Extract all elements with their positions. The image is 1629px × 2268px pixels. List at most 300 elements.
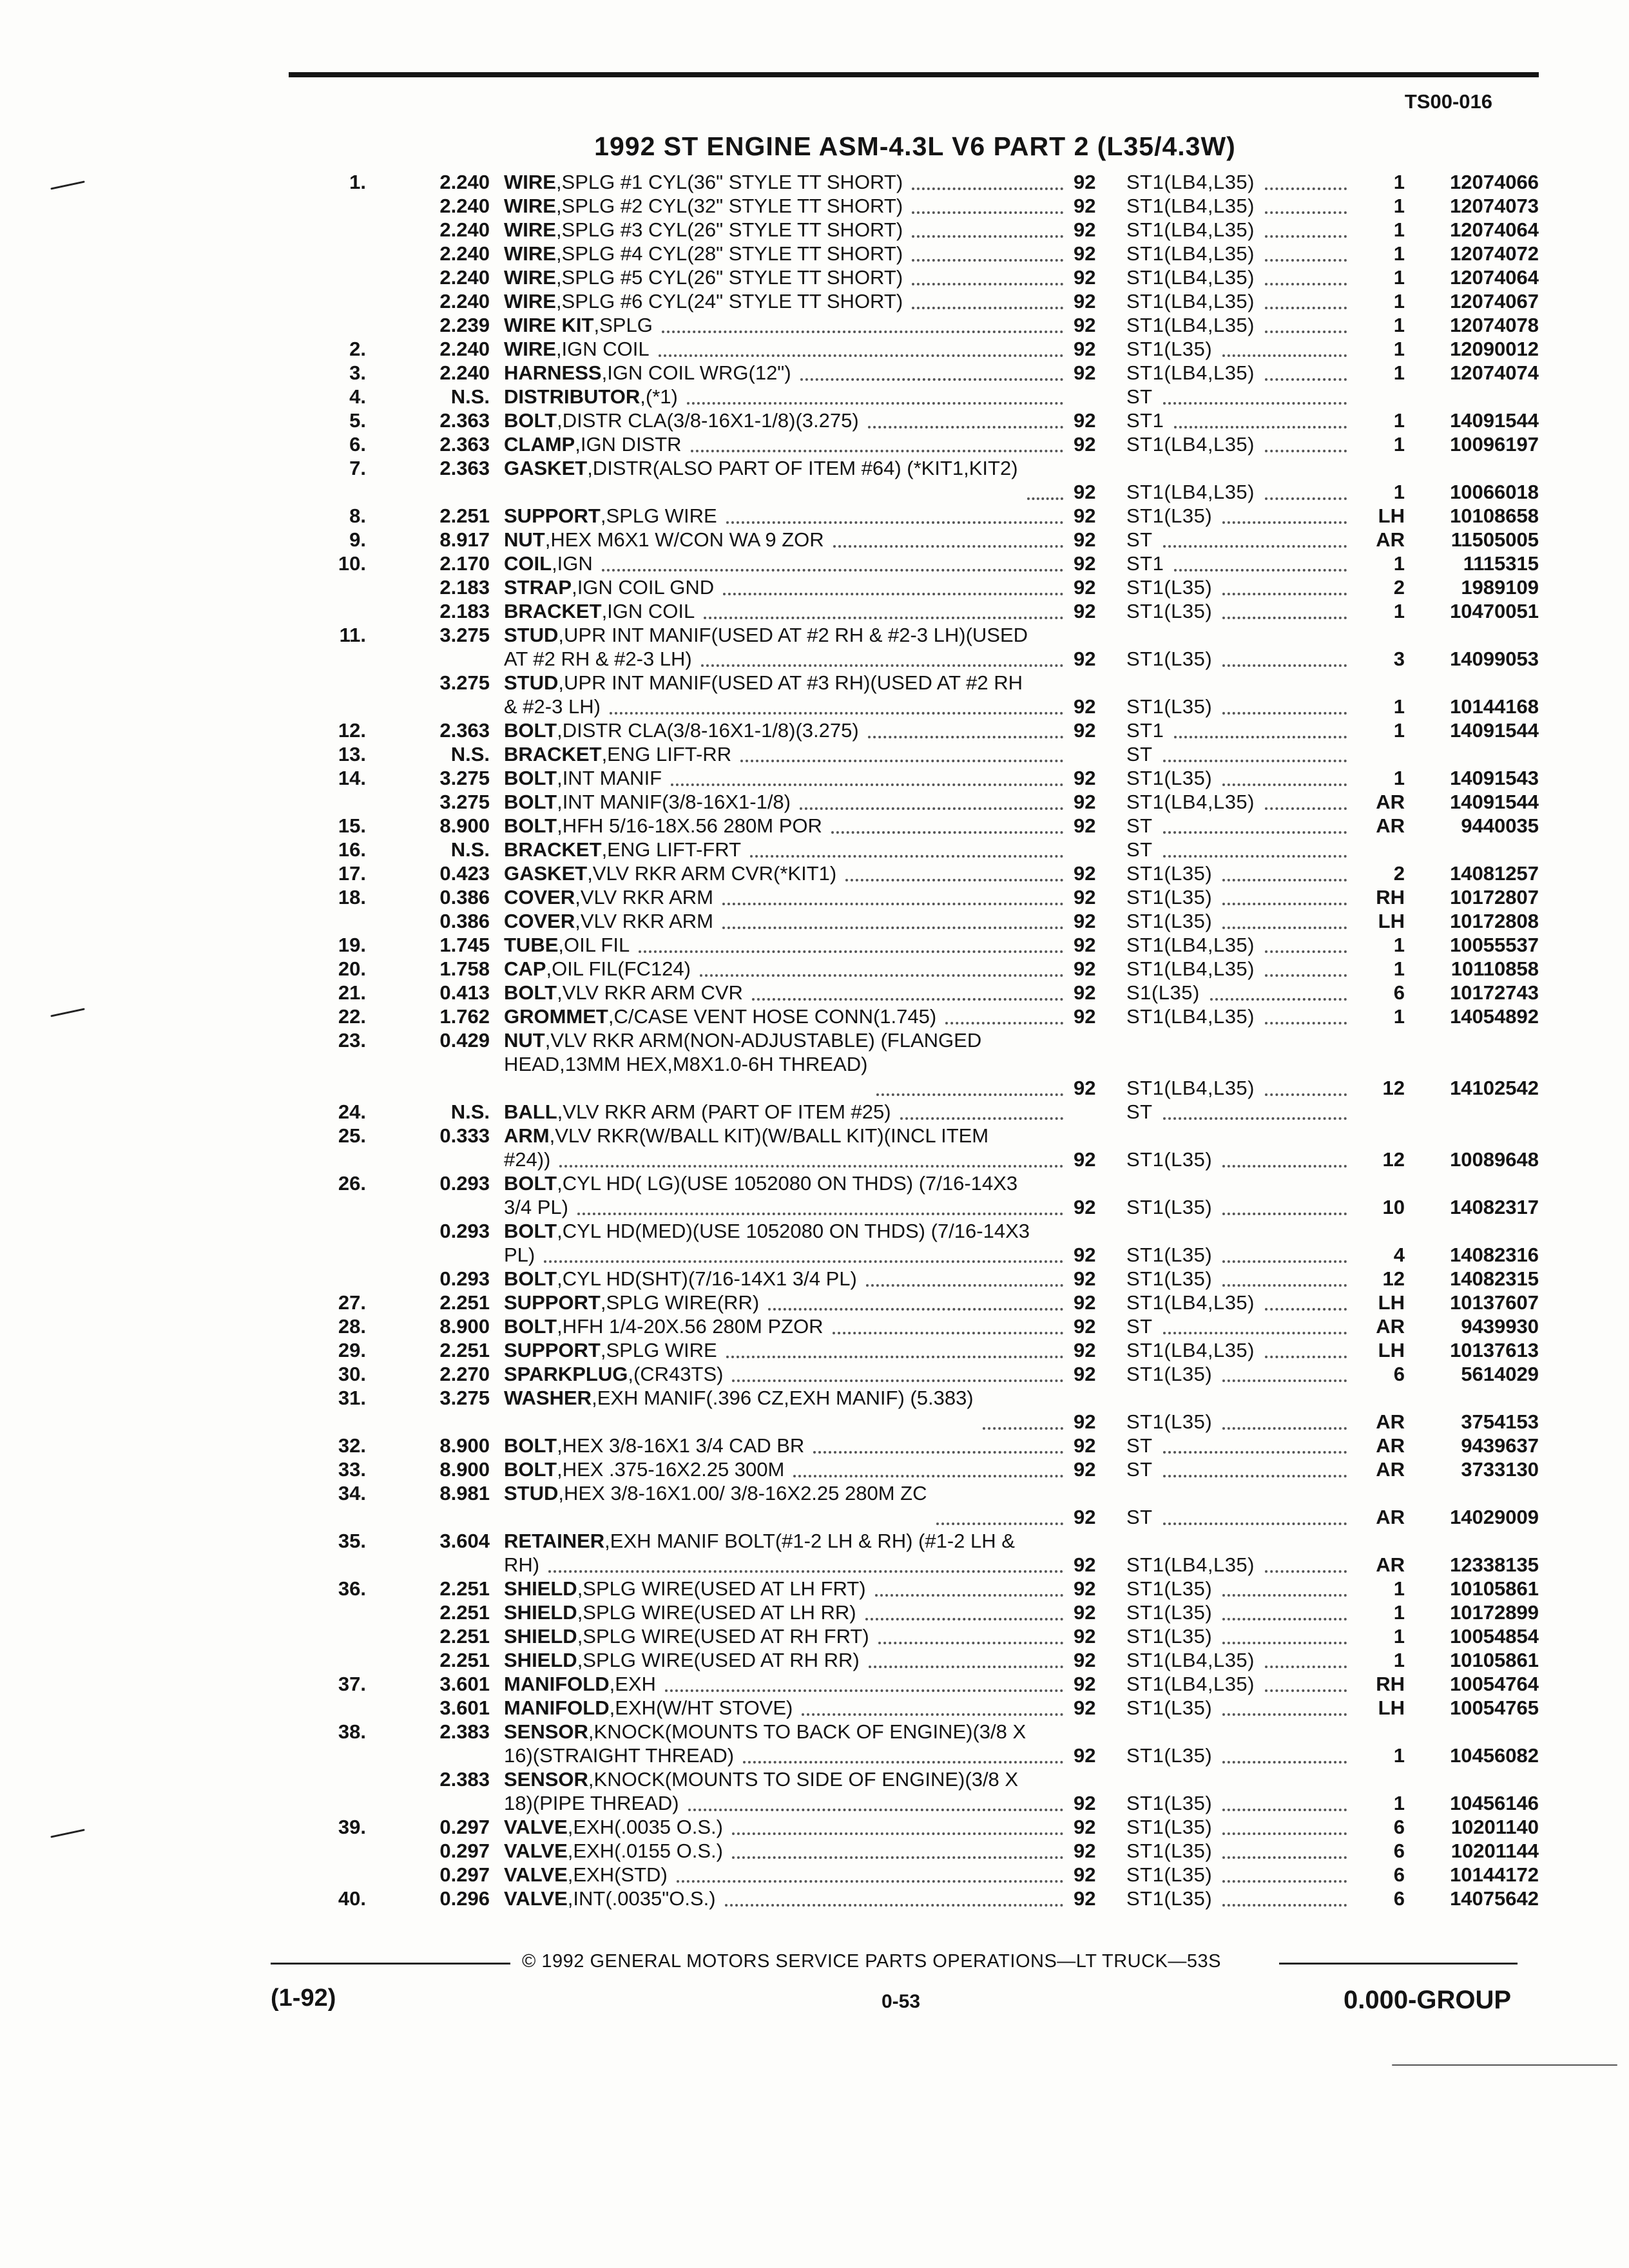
part-detail: ,VLV RKR ARM [575, 886, 714, 908]
item-number: 16. [338, 838, 366, 861]
leader-dots [912, 283, 1063, 285]
part-number: 9439637 [1461, 1434, 1539, 1457]
group-number: 8.900 [439, 1434, 490, 1457]
part-name: VALVE [504, 1816, 568, 1838]
table-row [0, 1863, 1629, 1887]
table-row [0, 1004, 1629, 1028]
part-number: 12074073 [1450, 195, 1539, 217]
model-year: 92 [1074, 1005, 1096, 1028]
part-detail: ,CYL HD(MED)(USE 1052080 ON THDS) (7/16-14X3 PL) [504, 1220, 1030, 1266]
model-year: 92 [1074, 981, 1096, 1004]
model-year: 92 [1074, 1410, 1096, 1433]
part-name: BOLT [504, 1315, 557, 1338]
model-year: 92 [1074, 1267, 1096, 1290]
model-year: 92 [1074, 1673, 1096, 1695]
table-row [0, 218, 1629, 242]
part-description [504, 194, 1032, 218]
quantity: AR [1376, 1458, 1405, 1481]
item-number: 25. [338, 1124, 366, 1147]
part-detail: ,EXH [609, 1673, 656, 1695]
item-number: 6. [349, 433, 366, 456]
model-code: ST1(L35) [1126, 910, 1213, 932]
model-year: 92 [1074, 648, 1096, 670]
part-detail: ,VLV RKR ARM CVR [557, 981, 743, 1004]
part-name: SHIELD [504, 1625, 577, 1648]
item-number: 20. [338, 957, 366, 980]
quantity: 1 [1393, 338, 1405, 360]
part-description [504, 1696, 1032, 1720]
leader-dots [1222, 903, 1347, 905]
quantity: 1 [1393, 171, 1405, 193]
model-year: 92 [1074, 338, 1096, 360]
group-number: 2.383 [439, 1768, 490, 1791]
item-number: 37. [338, 1673, 366, 1695]
leader-dots [1265, 1570, 1347, 1573]
part-description [504, 957, 1032, 981]
part-detail: ,(CR43TS) [628, 1363, 724, 1385]
group-number: 2.363 [439, 719, 490, 742]
quantity: 12 [1382, 1148, 1405, 1171]
model-year: 92 [1074, 1244, 1096, 1266]
model-year: 92 [1074, 290, 1096, 312]
part-detail: ,EXH(W/HT STOVE) [609, 1696, 793, 1719]
model-code: ST [1126, 1434, 1153, 1457]
quantity: 1 [1393, 1005, 1405, 1028]
footer-page-number: 0-53 [882, 1991, 921, 2012]
part-name: COIL [504, 552, 552, 575]
leader-dots [732, 1856, 1063, 1859]
quantity: AR [1376, 791, 1405, 813]
part-detail: ,DISTR(ALSO PART OF ITEM #64) (*KIT1,KIT2) [587, 457, 1018, 479]
model-year: 92 [1074, 576, 1096, 599]
part-description [504, 1624, 1032, 1648]
part-number: 10172808 [1450, 910, 1539, 932]
leader-dots [1265, 283, 1347, 285]
part-description [504, 337, 1032, 361]
part-description [504, 885, 1032, 909]
table-row [0, 1338, 1629, 1362]
quantity: AR [1376, 1410, 1405, 1433]
group-number: 2.240 [439, 242, 490, 265]
table-row [0, 1529, 1629, 1577]
group-number: 2.251 [439, 1577, 490, 1600]
part-detail: ,SPLG WIRE(RR) [600, 1291, 760, 1314]
model-code: ST1(LB4,L35) [1126, 1649, 1255, 1671]
table-row [0, 838, 1629, 861]
table-row [0, 194, 1629, 218]
leader-dots [1222, 1713, 1347, 1716]
table-row [0, 408, 1629, 432]
part-description [504, 289, 1032, 313]
part-detail: ,INT MANIF(3/8-16X1-1/8) [557, 791, 791, 813]
part-number: 9440035 [1461, 814, 1539, 837]
leader-dots [1222, 1856, 1347, 1859]
model-code: ST1(LB4,L35) [1126, 171, 1255, 193]
part-name: GROMMET [504, 1005, 608, 1028]
leader-dots [1222, 1809, 1347, 1811]
part-number: 14082315 [1450, 1267, 1539, 1290]
group-number: 1.758 [439, 957, 490, 980]
model-year: 92 [1074, 528, 1096, 551]
leader-dots [1163, 760, 1347, 762]
part-description [504, 1481, 1032, 1505]
part-number: 14091544 [1450, 791, 1539, 813]
leader-dots [743, 1761, 1063, 1763]
part-detail: ,UPR INT MANIF(USED AT #2 RH & #2-3 LH)(USED AT #2 RH & #2-3 LH) [504, 624, 1028, 670]
model-code: ST1(L35) [1126, 1363, 1213, 1385]
quantity: 1 [1393, 600, 1405, 622]
item-number: 19. [338, 934, 366, 956]
quantity: AR [1376, 528, 1405, 551]
item-number: 22. [338, 1005, 366, 1028]
leader-dots [1163, 402, 1347, 405]
table-row [0, 861, 1629, 885]
group-number: 2.251 [439, 505, 490, 527]
quantity: 1 [1393, 266, 1405, 289]
model-year: 92 [1074, 1148, 1096, 1171]
item-number: 11. [339, 624, 366, 646]
part-description [504, 313, 1032, 337]
part-detail: ,SPLG #5 CYL(26" STYLE TT SHORT) [555, 266, 903, 289]
part-description [504, 1338, 1032, 1362]
table-row [0, 1386, 1629, 1434]
part-number: 12074064 [1450, 218, 1539, 241]
part-name: SUPPORT [504, 505, 601, 527]
top-rule [289, 72, 1539, 77]
quantity: 2 [1393, 576, 1405, 599]
footer-rule-left [271, 1963, 510, 1965]
model-code: ST [1126, 1458, 1153, 1481]
part-number: 10105861 [1450, 1649, 1539, 1671]
part-detail: ,VLV RKR ARM (PART OF ITEM #25) [557, 1100, 891, 1123]
model-code: ST1(LB4,L35) [1126, 481, 1255, 503]
part-detail: ,EXH(.0155 O.S.) [567, 1840, 723, 1862]
item-number: 23. [338, 1029, 366, 1052]
part-name: VALVE [504, 1840, 568, 1862]
part-detail: ,EXH(STD) [567, 1863, 668, 1886]
leader-dots [1265, 259, 1347, 262]
group-number: 2.383 [439, 1720, 490, 1743]
part-description [504, 552, 1032, 575]
quantity: LH [1378, 910, 1405, 932]
part-number: 12338135 [1450, 1553, 1539, 1576]
part-name: STRAP [504, 576, 572, 599]
part-name: BOLT [504, 1220, 557, 1242]
part-detail: ,SPLG WIRE [600, 1339, 717, 1361]
part-name: BOLT [504, 981, 557, 1004]
part-name: BOLT [504, 1172, 557, 1195]
quantity: 6 [1393, 1863, 1405, 1886]
leader-dots [1174, 426, 1347, 428]
model-year: 92 [1074, 1506, 1096, 1528]
footer-rule-right [1279, 1963, 1518, 1965]
leader-dots [936, 1523, 1064, 1525]
group-number: 3.275 [439, 671, 490, 694]
part-number: 14082316 [1450, 1244, 1539, 1266]
leader-dots [1222, 1260, 1347, 1263]
part-description [504, 1648, 1032, 1672]
quantity: 4 [1393, 1244, 1405, 1266]
model-code: ST1(LB4,L35) [1126, 433, 1255, 456]
group-number: 8.917 [439, 528, 490, 551]
group-number: 2.363 [439, 433, 490, 456]
model-code: ST [1126, 1315, 1153, 1338]
table-row [0, 623, 1629, 671]
table-row [0, 599, 1629, 623]
part-description [504, 361, 1032, 385]
model-year: 92 [1074, 1339, 1096, 1361]
model-year: 92 [1074, 1577, 1096, 1600]
leader-dots [671, 783, 1063, 786]
table-row [0, 528, 1629, 552]
model-year: 92 [1074, 1816, 1096, 1838]
part-name: WIRE [504, 171, 556, 193]
part-description [504, 1815, 1032, 1839]
table-row [0, 242, 1629, 265]
model-year: 92 [1074, 814, 1096, 837]
item-number: 24. [338, 1100, 366, 1123]
leader-dots [900, 1117, 1063, 1120]
table-row [0, 885, 1629, 909]
table-row [0, 170, 1629, 194]
part-number: 10172807 [1450, 886, 1539, 908]
part-description [504, 1600, 1032, 1624]
group-number: 0.296 [439, 1887, 490, 1910]
part-description [504, 1004, 1032, 1028]
leader-dots [700, 974, 1063, 977]
model-year: 92 [1074, 957, 1096, 980]
leader-dots [1222, 712, 1347, 715]
group-number: 1.762 [439, 1005, 490, 1028]
part-detail: ,SPLG WIRE [600, 505, 717, 527]
part-detail: ,CYL HD( LG)(USE 1052080 ON THDS) (7/16-14X3 3/4 PL) [504, 1172, 1018, 1218]
leader-dots [1265, 331, 1347, 333]
document-code: TS00-016 [1404, 90, 1492, 113]
part-name: SUPPORT [504, 1339, 601, 1361]
model-code: ST1 [1126, 552, 1164, 575]
leader-dots [1163, 1332, 1347, 1334]
table-row [0, 552, 1629, 575]
model-code: ST1(LB4,L35) [1126, 242, 1255, 265]
quantity: 1 [1393, 1625, 1405, 1648]
quantity: AR [1376, 1315, 1405, 1338]
part-description [504, 385, 1032, 408]
item-number: 31. [338, 1387, 366, 1409]
part-name: RETAINER [504, 1530, 605, 1552]
part-description [504, 742, 1032, 766]
group-number: 2.240 [439, 290, 490, 312]
quantity: LH [1378, 1339, 1405, 1361]
table-row [0, 1600, 1629, 1624]
part-number: 10201140 [1451, 1816, 1539, 1838]
model-code: ST1(L35) [1126, 1816, 1213, 1838]
part-number: 11505005 [1451, 528, 1539, 551]
table-row [0, 1577, 1629, 1600]
part-name: DISTRIBUTOR [504, 385, 641, 408]
part-detail: ,HFH 1/4-20X.56 280M PZOR [557, 1315, 824, 1338]
part-number: 12074067 [1450, 290, 1539, 312]
part-description [504, 814, 1032, 838]
leader-dots [876, 1093, 1063, 1096]
group-number: N.S. [450, 385, 490, 408]
part-detail: ,SPLG WIRE(USED AT LH RR) [577, 1601, 856, 1624]
table-row [0, 790, 1629, 814]
model-code: S1(L35) [1126, 981, 1200, 1004]
table-row [0, 1624, 1629, 1648]
group-number: 2.240 [439, 171, 490, 193]
part-name: WASHER [504, 1387, 592, 1409]
leader-dots [1222, 927, 1347, 929]
part-detail: ,VLV RKR ARM(NON-ADJUSTABLE) (FLANGED HEAD,13MM HEX,M8X1.0-6H THREAD) [504, 1029, 982, 1075]
footer-revision: (1-92) [271, 1984, 336, 2012]
part-description [504, 1386, 1032, 1410]
leader-dots [865, 1618, 1063, 1620]
table-row [0, 1720, 1629, 1767]
group-number: 0.297 [439, 1840, 490, 1862]
table-row [0, 909, 1629, 933]
part-description [504, 1291, 1032, 1314]
part-description [504, 575, 1032, 599]
model-year: 92 [1074, 1553, 1096, 1576]
part-number: 1989109 [1461, 576, 1539, 599]
leader-dots [1265, 807, 1347, 810]
table-row [0, 742, 1629, 766]
part-detail: ,KNOCK(MOUNTS TO BACK OF ENGINE)(3/8 X 16)(STRAIGHT THREAD) [504, 1720, 1027, 1767]
item-number: 2. [349, 338, 366, 360]
part-number: 10144168 [1450, 695, 1539, 718]
table-row [0, 1887, 1629, 1910]
part-description [504, 623, 1032, 671]
leader-dots [665, 1689, 1063, 1692]
model-year: 92 [1074, 862, 1096, 885]
part-name: SHIELD [504, 1577, 577, 1600]
group-number: 8.900 [439, 814, 490, 837]
part-detail: ,EXH MANIF(.396 CZ,EXH MANIF) (5.383) [592, 1387, 974, 1409]
group-number: N.S. [450, 838, 490, 861]
model-year: 92 [1074, 1196, 1096, 1218]
table-row [0, 289, 1629, 313]
quantity: 6 [1393, 1840, 1405, 1862]
group-number: 3.604 [439, 1530, 490, 1552]
quantity: 1 [1393, 695, 1405, 718]
model-code: ST1(LB4,L35) [1126, 314, 1255, 336]
table-row [0, 1481, 1629, 1529]
part-name: BRACKET [504, 600, 602, 622]
leader-dots [1163, 1117, 1347, 1120]
scan-edge-line [1392, 2064, 1617, 2066]
model-code: ST1(L35) [1126, 576, 1213, 599]
quantity: 1 [1393, 195, 1405, 217]
leader-dots [1222, 1594, 1347, 1597]
part-number: 3733130 [1461, 1458, 1539, 1481]
item-number: 7. [349, 457, 366, 479]
leader-dots [1265, 1093, 1347, 1096]
part-detail: ,IGN COIL [555, 338, 650, 360]
leader-dots [1222, 879, 1347, 881]
table-row [0, 1767, 1629, 1815]
leader-dots [1163, 1475, 1347, 1477]
item-number: 27. [338, 1291, 366, 1314]
leader-dots [1222, 1642, 1347, 1644]
part-number: 14091544 [1450, 719, 1539, 742]
group-number: N.S. [450, 1100, 490, 1123]
quantity: 6 [1393, 1816, 1405, 1838]
model-code: ST [1126, 385, 1153, 408]
model-code: ST1(L35) [1126, 648, 1213, 670]
group-number: 2.183 [439, 600, 490, 622]
part-number: 10055537 [1450, 934, 1539, 956]
part-description [504, 766, 1032, 790]
item-number: 34. [338, 1482, 366, 1504]
quantity: 3 [1393, 648, 1405, 670]
leader-dots [845, 879, 1063, 881]
part-number: 10172899 [1450, 1601, 1539, 1624]
part-description [504, 242, 1032, 265]
leader-dots [1222, 593, 1347, 595]
part-number: 12074078 [1450, 314, 1539, 336]
part-number: 3754153 [1461, 1410, 1539, 1433]
part-description [504, 1720, 1032, 1767]
leader-dots [732, 1379, 1063, 1382]
leader-dots [912, 259, 1063, 262]
part-detail: ,VLV RKR ARM [575, 910, 714, 932]
leader-dots [1163, 545, 1347, 548]
part-description [504, 528, 1032, 552]
leader-dots [687, 402, 1063, 405]
leader-dots [1163, 855, 1347, 858]
leader-dots [875, 1594, 1063, 1597]
part-description [504, 1887, 1032, 1910]
part-detail: ,UPR INT MANIF(USED AT #3 RH)(USED AT #2 RH & #2-3 LH) [504, 671, 1023, 718]
part-detail: ,ENG LIFT-RR [601, 743, 732, 765]
item-number: 29. [338, 1339, 366, 1361]
model-code: ST1(LB4,L35) [1126, 934, 1255, 956]
model-year: 92 [1074, 1792, 1096, 1814]
page-title: 1992 ST ENGINE ASM-4.3L V6 PART 2 (L35/4.3W) [594, 131, 1236, 161]
model-code: ST1(LB4,L35) [1126, 957, 1255, 980]
part-number: 10110858 [1451, 957, 1539, 980]
group-number: 2.363 [439, 457, 490, 479]
part-description [504, 408, 1032, 432]
leader-dots [866, 1284, 1063, 1287]
model-code: ST1(L35) [1126, 1601, 1213, 1624]
leader-dots [602, 569, 1063, 572]
part-detail: ,DISTR CLA(3/8-16X1-1/8)(3.275) [557, 719, 859, 742]
model-code: ST1(L35) [1126, 1792, 1213, 1814]
part-description [504, 432, 1032, 456]
leader-dots [1222, 1213, 1347, 1215]
footer-group-label: 0.000-GROUP [1344, 1986, 1512, 2014]
quantity: LH [1378, 1696, 1405, 1719]
part-detail: ,HFH 5/16-18X.56 280M POR [557, 814, 822, 837]
part-name: VALVE [504, 1863, 568, 1886]
part-number: 10054765 [1450, 1696, 1539, 1719]
part-description [504, 1839, 1032, 1863]
part-detail: ,SPLG WIRE(USED AT LH FRT) [577, 1577, 866, 1600]
part-name: HARNESS [504, 361, 602, 384]
item-number: 5. [349, 409, 366, 432]
quantity: AR [1376, 1506, 1405, 1528]
leader-dots [912, 307, 1063, 309]
part-name: BOLT [504, 1267, 557, 1290]
part-name: STUD [504, 671, 559, 694]
part-number: 10137613 [1450, 1339, 1539, 1361]
leader-dots [610, 712, 1063, 715]
quantity: 2 [1393, 862, 1405, 885]
group-number: 2.270 [439, 1363, 490, 1385]
group-number: 0.386 [439, 886, 490, 908]
part-detail: ,DISTR CLA(3/8-16X1-1/8)(3.275) [557, 409, 859, 432]
